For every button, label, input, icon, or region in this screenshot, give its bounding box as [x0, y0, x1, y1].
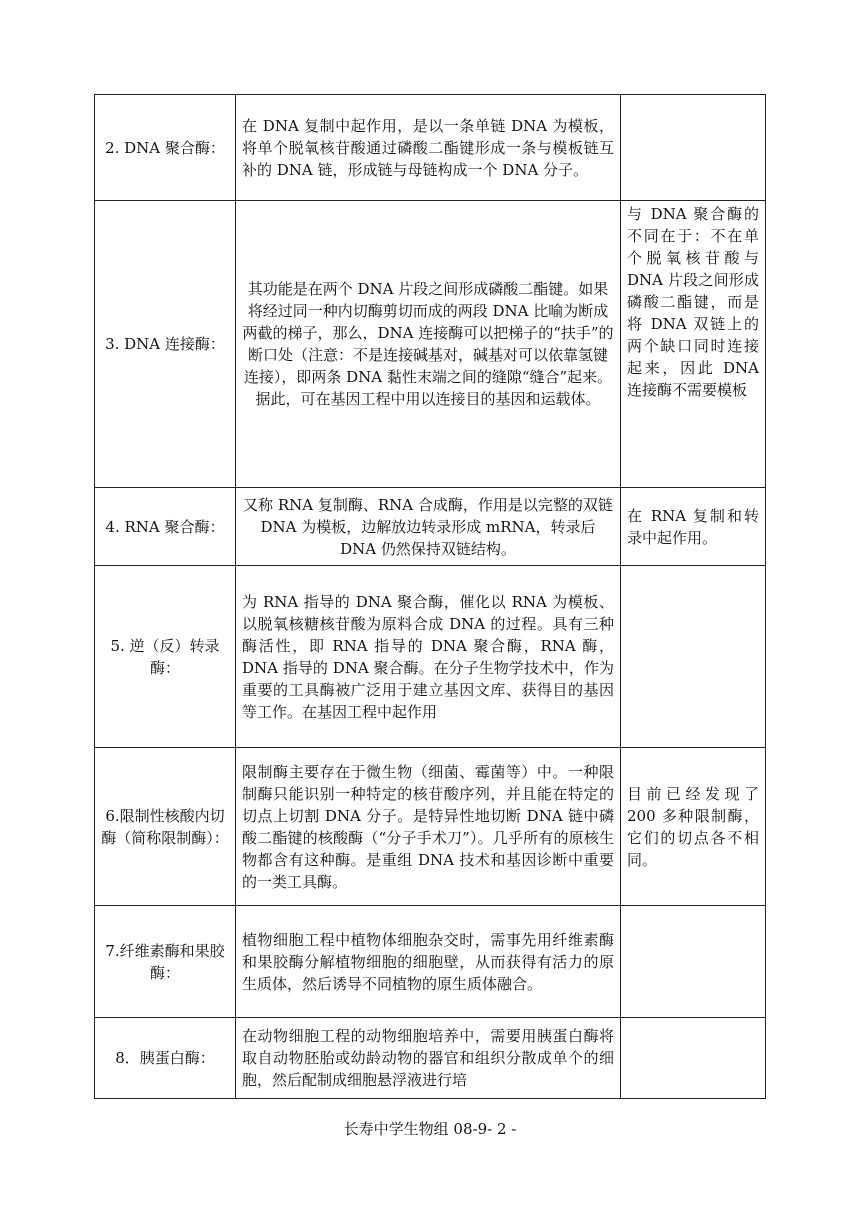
enzyme-function: 限制酶主要存在于微生物（细菌、霉菌等）中。一种限制酶只能识别一种特定的核苷酸序列，并且能在特定的切点上切割 DNA 分子。是特异性地切断 DNA 链中磷酸二酯键的核酸酶（“分子手术刀”）。几乎所有的原核生物都含有这种酶。是重组 DNA 技术和基因诊断中重要的一类工具酶。	[236, 748, 621, 906]
enzyme-note: 在 RNA 复制和转录中起作用。	[621, 488, 766, 566]
table-row	[95, 95, 766, 201]
enzyme-name: 8．胰蛋白酶：	[95, 1018, 236, 1099]
enzyme-name: 7.纤维素酶和果胶酶：	[95, 906, 236, 1018]
enzyme-name: 6.限制性核酸内切酶（简称限制酶）：	[95, 748, 236, 906]
enzyme-function: 其功能是在两个 DNA 片段之间形成磷酸二酯键。如果将经过同一种内切酶剪切而成的两段 DNA 比喻为断成两截的梯子，那么，DNA 连接酶可以把梯子的“扶手”的断口处（注意：不是连接碱基对，碱基对可以依靠氢键连接），即两条 DNA 黏性末端之间的缝隙“缝合”起来。据此，可在基因工程中用以连接目的基因和运载体。	[236, 201, 621, 488]
enzyme-name: 3. DNA 连接酶：	[95, 201, 236, 488]
table-row	[95, 906, 766, 1018]
enzyme-name: 5. 逆（反）转录酶：	[95, 566, 236, 748]
enzyme-note	[621, 566, 766, 748]
enzyme-note	[621, 906, 766, 1018]
enzyme-function: 在 DNA 复制中起作用，是以一条单链 DNA 为模板，将单个脱氧核苷酸通过磷酸二酯键形成一条与模板链互补的 DNA 链，形成链与母链构成一个 DNA 分子。	[236, 95, 621, 201]
table-row	[95, 566, 766, 748]
table-row	[95, 748, 766, 906]
enzyme-function: 又称 RNA 复制酶、RNA 合成酶，作用是以完整的双链 DNA 为模板，边解放边转录形成 mRNA，转录后 DNA 仍然保持双链结构。	[236, 488, 621, 566]
enzyme-note: 与 DNA 聚合酶的不同在于：不在单个脱氧核苷酸与 DNA 片段之间形成磷酸二酯键，而是将 DNA 双链上的两个缺口同时连接起来，因此 DNA 连接酶不需要模板	[621, 201, 766, 488]
table-row	[95, 488, 766, 566]
enzyme-function: 在动物细胞工程的动物细胞培养中，需要用胰蛋白酶将取自动物胚胎或幼龄动物的器官和组织分散成单个的细胞，然后配制成细胞悬浮液进行培	[236, 1018, 621, 1099]
enzyme-note	[621, 95, 766, 201]
enzyme-function: 植物细胞工程中植物体细胞杂交时，需事先用纤维素酶和果胶酶分解植物细胞的细胞壁，从而获得有活力的原生质体，然后诱导不同植物的原生质体融合。	[236, 906, 621, 1018]
enzyme-note: 目前已经发现了 200 多种限制酶，它们的切点各不相同。	[621, 748, 766, 906]
enzyme-function: 为 RNA 指导的 DNA 聚合酶，催化以 RNA 为模板、以脱氧核糖核苷酸为原料合成 DNA 的过程。具有三种酶活性，即 RNA 指导的 DNA 聚合酶，RNA 酶，DNA 指导的 DNA 聚合酶。在分子生物学技术中，作为重要的工具酶被广泛用于建立基因文库、获得目的基因等工作。在基因工程中起作用	[236, 566, 621, 748]
table-row	[95, 1018, 766, 1099]
enzyme-table	[94, 94, 766, 1099]
enzyme-note	[621, 1018, 766, 1099]
table-row	[95, 201, 766, 488]
page-footer: 长寿中学生物组 08-9- 2 -	[343, 1120, 517, 1138]
enzyme-name: 4. RNA 聚合酶：	[95, 488, 236, 566]
enzyme-name: 2. DNA 聚合酶：	[95, 95, 236, 201]
